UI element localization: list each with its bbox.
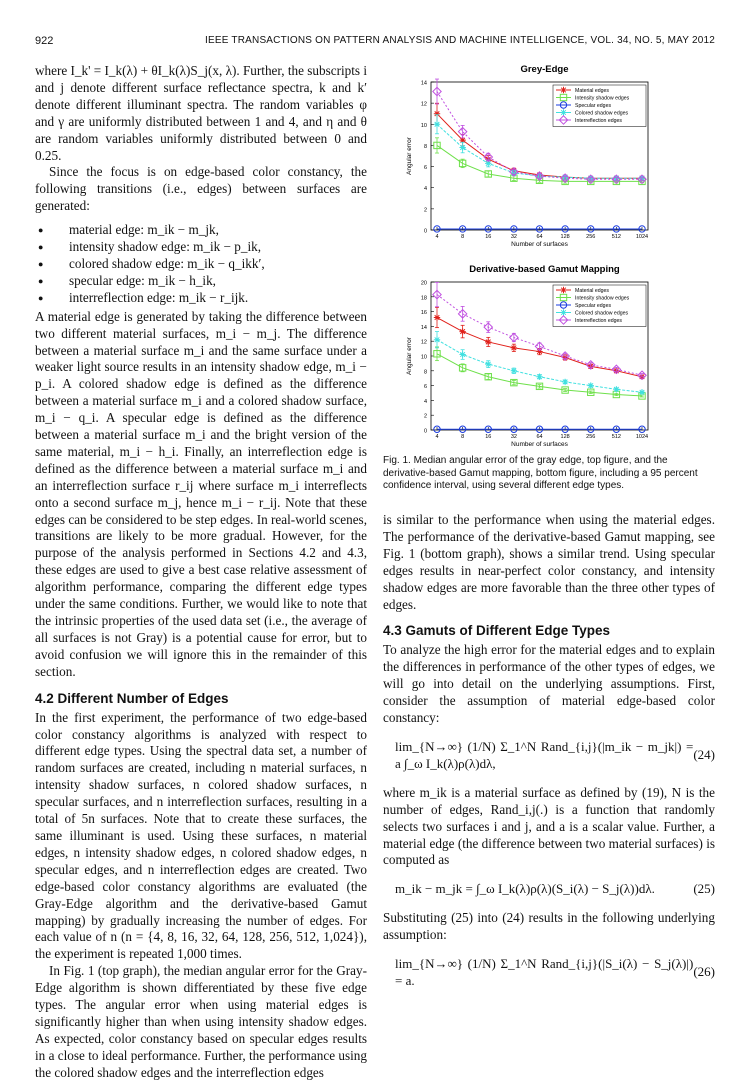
paragraph-material-edge: where m_ik is a material surface as defined by (19), N is the number of edges, Rand_i,j(.) is a function that randomly selects two surfaces i and j, and a is a scalar value. Further, a material edge (the difference between two material surfaces) is computed as [383,784,715,868]
data-point [459,328,465,334]
data-point [511,368,517,374]
x-tick-label: 512 [611,234,621,240]
x-tick-label: 512 [611,434,621,440]
equation-number: (24) [693,747,715,763]
x-tick-label: 128 [560,234,570,240]
list-item: ● specular edge: m_ik − h_ik, [35,273,367,290]
y-axis-label: Angular error [406,137,413,175]
x-tick-label: 32 [510,234,517,240]
x-tick-label: 8 [461,434,465,440]
data-point [459,351,465,357]
equation-24 [395,739,715,773]
y-tick-label: 4 [423,398,427,405]
series-specular-edges [434,226,645,232]
running-header: IEEE TRANSACTIONS ON PATTERN ANALYSIS AND MACHINE INTELLIGENCE, VOL. 34, NO. 5, MAY 2012 [205,35,715,46]
paragraph-performance: is similar to the performance when using the material edges. The performance of the derivative-based Gamut mapping, see Fig. 1 (bottom graph), shows a similar trend. Using specular edges results in near-perfect color constancy, and intensity shadow edges are more favorable than the three other types of edges. [383,512,715,612]
section-heading-4-3: 4.3 Gamuts of Different Edge Types [383,623,611,639]
x-tick-label: 16 [485,234,492,240]
x-tick-label: 1024 [635,234,649,240]
data-point [485,339,491,345]
y-tick-label: 2 [423,413,427,420]
y-tick-label: 10 [420,122,427,129]
data-point [560,87,566,93]
y-tick-label: 0 [423,428,427,435]
x-tick-label: 1024 [635,434,649,440]
legend-label: Colored shadow edges [575,310,629,317]
equation-body: lim_{N→∞} (1/N) Σ_1^N Rand_{i,j}(|m_ik − m_jk|) = a ∫_ω I_k(λ)ρ(λ)dλ, [395,738,694,771]
y-tick-label: 8 [423,369,427,376]
equation-number: (25) [693,881,715,897]
paragraph-fig1-discussion: In Fig. 1 (top graph), the median angular error for the Gray-Edge algorithm is shown differentiated by these five edge types. The angular error when using material edges is significantly higher than when using intensity shadow edges. As expected, color constancy based on specular edges results in a close to ideal performance. Further, the performance using the colored shadow edges and the interreflection edges [35,963,367,1080]
paragraph-experiment: In the first experiment, the performance of two edge-based color constancy algorithms is analyzed with respect to different edge types. Using the spectral data set, a number of random surfaces are created, including n material surfaces, n intensity shadow surfaces, n colored shadow surfaces, n specular surfaces, and n interreflection surfaces, resulting in a total of 5n surfaces. Note that to create these surfaces, the same illuminant is used. Using these surfaces, n material edges, n intensity shadow edges, n colored shadow edges, n specular edges, and n interreflection edges are created. Two edge-based color constancy algorithms are evaluated (the Gray-Edge algorithm and the derivative-based Gamut mapping) by gradually increasing the number of edges. For each value of n (n = {4, 8, 16, 32, 64, 128, 256, 512, 1,024}), the experiment is repeated 1,000 times. [35,709,367,962]
equation-25 [395,881,715,898]
chart-derivative-gamut [383,260,718,455]
data-point [485,361,491,367]
list-item: ● interreflection edge: m_ik − r_ijk. [35,290,367,307]
data-point [434,314,440,320]
edge-type-list [35,222,367,307]
x-tick-label: 256 [586,234,596,240]
data-point [511,345,517,351]
figure-caption: Fig. 1. Median angular error of the gray edge, top figure, and the derivative-based Gamut mapping, bottom figure, including a 95 percent confidence interval, using several different edge types. [383,455,698,491]
page-number: 922 [35,35,54,47]
data-point [560,109,566,115]
paragraph-transitions-intro: Since the focus is on edge-based color constancy, the following transitions (i.e., edges) between surfaces are generated: [35,164,367,214]
data-point [434,121,440,127]
chart-grey-edge [383,60,718,255]
x-tick-label: 32 [510,434,517,440]
y-tick-label: 8 [423,143,427,150]
legend-label: Colored shadow edges [575,110,629,117]
data-point [459,144,465,150]
x-tick-label: 4 [435,234,439,240]
left-column [35,63,367,1082]
paragraph-edge-definitions: A material edge is generated by taking the difference between two different material surfaces, m_i − m_j. The difference between a material surface m_i and the same surface under a weaker light source results in an intensity shadow edge, m_i − p_i. A colored shadow edge is defined as the difference between a material surface m_i and a colored shadow surface, m_i − q_i. A specular edge is defined as the difference between a material surface m_i and the bright version of the same material, m_i − h_i. Finally, an interreflection edge is defined as the difference between a material surface m_i and an interreflection surface r_ij where surface m_i interreflects onto a second surface m_j, hence m_i − r_ij. Note that these edges can be considered to be step edges. In real-world scenes, transitions are likely to be more gradual. However, for the purpose of the analysis performed in Sections 4.2 and 4.3, these edges are used to give a best case relative assessment of algorithm performance, comparing the different edge types under the same conditions. Further, we would like to note that the intrinsic properties of the used data set (i.e., the average of all surfaces is not Gray) is a potential cause for error, but to avoid confusion we will ignore this in the remainder of this section. [35,308,367,679]
data-point [588,382,594,388]
list-item: ● colored shadow edge: m_ik − q_ikk′, [35,256,367,273]
data-point [562,379,568,385]
equation-number: (26) [693,964,715,980]
y-tick-label: 2 [423,207,427,214]
legend-label: Interreflection edges [575,118,623,124]
x-axis-label: Number of surfaces [511,441,568,448]
legend-label: Specular edges [575,103,612,109]
data-point [639,389,645,395]
paragraph-substitution: Substituting (25) into (24) results in the following underlying assumption: [383,910,715,943]
legend-label: Specular edges [575,303,612,309]
y-tick-label: 20 [420,280,427,287]
paragraph-definitions: where I_k' = I_k(λ) + θI_k(λ)S_j(x, λ). Further, the subscripts i and j denote different surface reflectance spectra, k and k′ denote different illuminant spectra. The random variables φ and γ are uniformly distributed between 1 and 4, and η and θ are random variables uniformly distributed between 0 and 0.25. [35,63,367,163]
x-tick-label: 64 [536,434,543,440]
list-item: ● material edge: m_ik − m_jk, [35,222,367,239]
equation-body: m_ik − m_jk = ∫_ω I_k(λ)ρ(λ)(S_i(λ) − S_j(λ))dλ. [395,881,655,897]
equation-body: lim_{N→∞} (1/N) Σ_1^N Rand_{i,j}(|S_i(λ) − S_j(λ)|) = a. [395,956,694,988]
y-tick-label: 16 [420,310,427,317]
y-tick-label: 12 [420,101,427,108]
list-item: ● intensity shadow edge: m_ik − p_ik, [35,239,367,256]
legend-label: Interreflection edges [575,318,623,324]
data-point [536,374,542,380]
y-tick-label: 18 [420,295,427,302]
x-tick-label: 64 [536,234,543,240]
y-tick-label: 10 [420,354,427,361]
y-tick-label: 4 [423,186,427,193]
x-tick-label: 128 [560,434,570,440]
y-tick-label: 14 [420,80,427,87]
section-heading-4-2: 4.2 Different Number of Edges [35,690,229,706]
series-line [437,124,642,178]
paragraph-assumptions: To analyze the high error for the material edges and to explain the differences in performance of the other types of edges, we will go into detail on the underlying assumptions. First, consider the assumption of material edge-based color constancy: [383,642,715,726]
data-point [434,337,440,343]
legend-label: Material edges [575,288,610,294]
right-column [383,512,715,1002]
y-tick-label: 6 [423,384,427,391]
legend-label: Intensity shadow edges [575,295,630,302]
chart-title: Grey-Edge [520,64,569,75]
legend-label: Material edges [575,88,610,94]
y-tick-label: 6 [423,165,427,172]
x-tick-label: 8 [461,234,465,240]
equation-26 [395,956,715,990]
x-tick-label: 256 [586,434,596,440]
y-tick-label: 14 [420,324,427,331]
data-point [560,287,566,293]
y-axis-label: Angular error [406,337,413,375]
legend-label: Intensity shadow edges [575,95,630,102]
x-tick-label: 4 [435,434,439,440]
data-point [613,386,619,392]
figure-1 [383,60,718,450]
chart-title: Derivative-based Gamut Mapping [469,264,620,275]
y-tick-label: 0 [423,228,427,235]
y-tick-label: 12 [420,339,427,346]
x-axis-label: Number of surfaces [511,241,568,248]
x-tick-label: 16 [485,434,492,440]
data-point [560,309,566,315]
